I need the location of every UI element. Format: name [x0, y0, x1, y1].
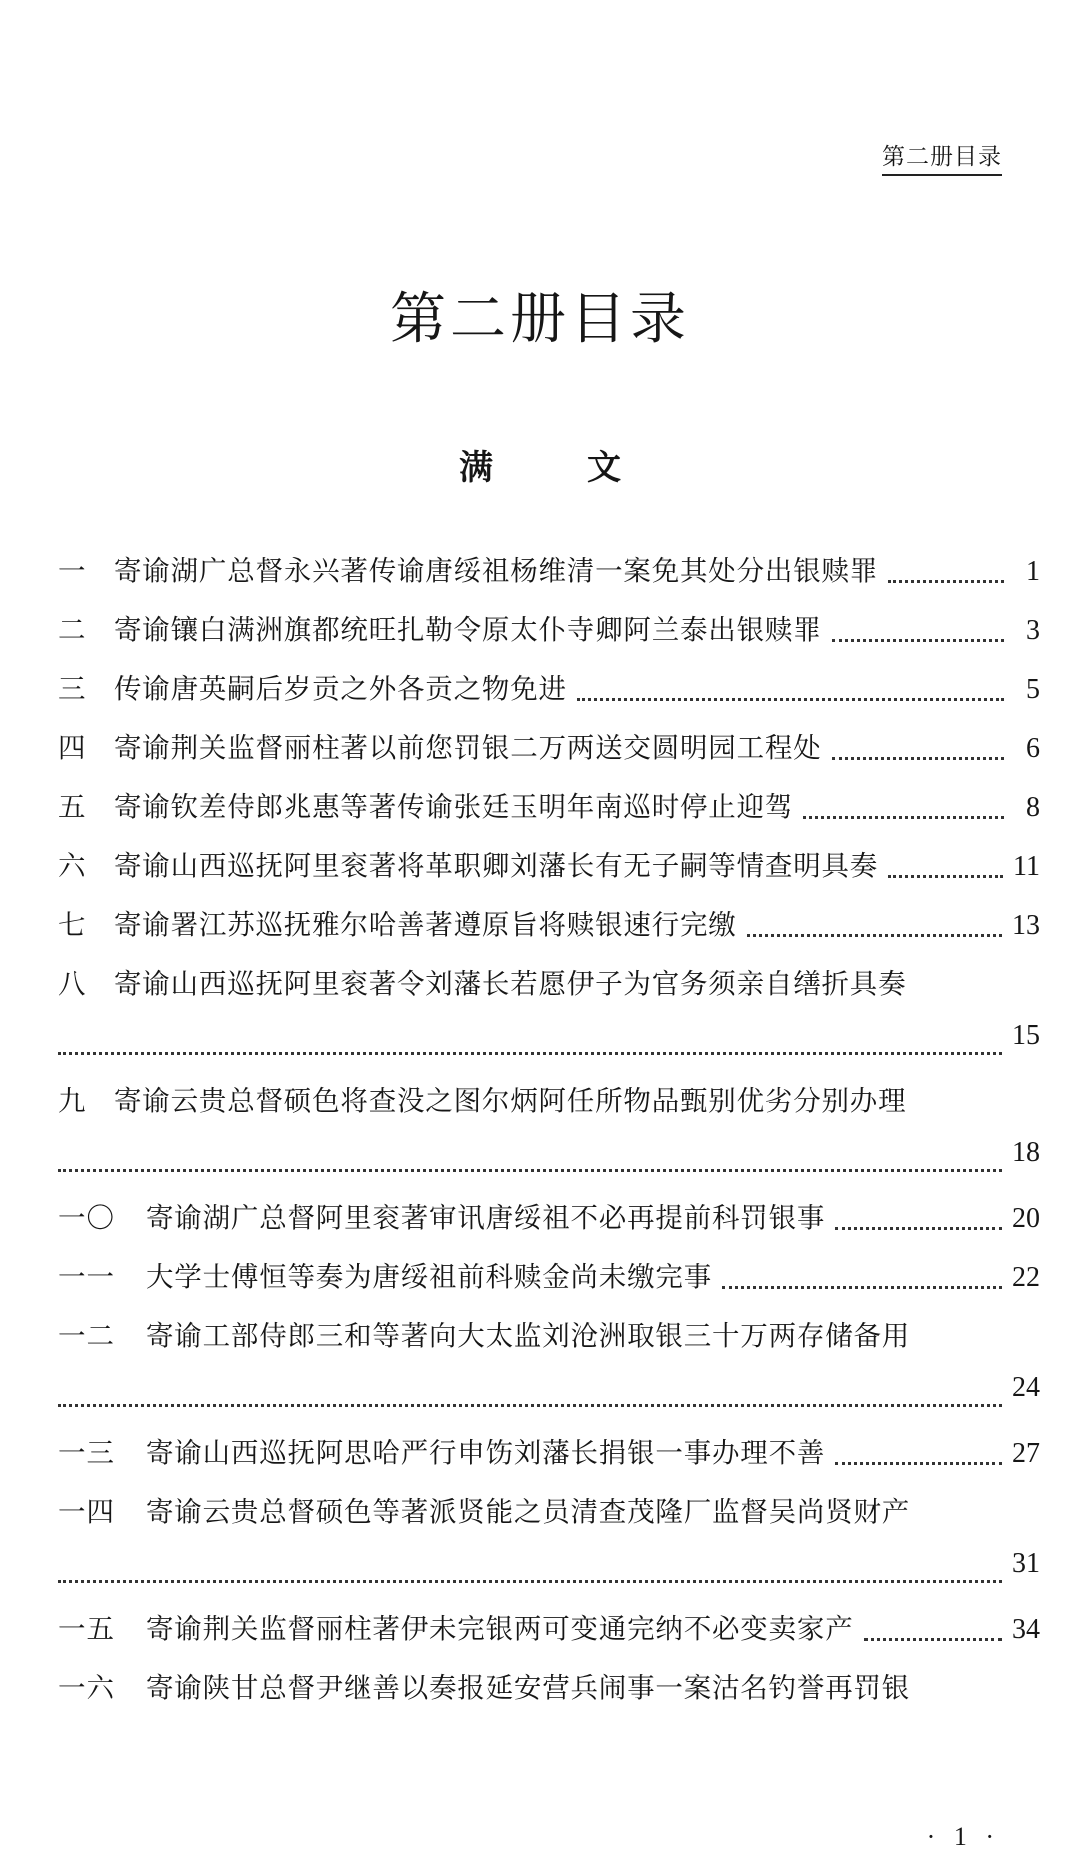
entry-number: 一 — [58, 555, 87, 587]
entry-page: 34 — [1012, 1614, 1040, 1645]
entry-title: 寄谕山西巡抚阿里衮著令刘藩长若愿伊子为官务须亲自缮折具奏 — [114, 968, 907, 1000]
entry-page: 6 — [1026, 733, 1040, 764]
toc-entry[interactable] — [58, 1430, 1040, 1489]
entry-title: 寄谕湖广总督阿里衮著审讯唐绥祖不必再提前科罚银事 — [146, 1202, 826, 1234]
toc-entry[interactable] — [58, 666, 1040, 725]
entry-title: 传谕唐英嗣后岁贡之外各贡之物免进 — [114, 673, 567, 705]
dot-leader — [747, 934, 1002, 937]
entry-number: 一三 — [58, 1437, 115, 1469]
section-title: 满 文 — [459, 448, 651, 488]
entry-number: 一四 — [58, 1496, 115, 1528]
entry-number: 一五 — [58, 1613, 115, 1645]
entry-title: 寄谕镶白满洲旗都统旺扎勒令原太仆寺卿阿兰泰出银赎罪 — [114, 614, 822, 646]
entry-number: 九 — [58, 1085, 87, 1117]
toc-entry[interactable] — [58, 1489, 1040, 1606]
entry-title: 寄谕陕甘总督尹继善以奏报延安营兵闹事一案沽名钓誉再罚银 — [146, 1672, 911, 1704]
entry-title: 寄谕山西巡抚阿思哈严行申饬刘藩长捐银一事办理不善 — [146, 1437, 826, 1469]
entry-title: 寄谕荆关监督丽柱著以前您罚银二万两送交圆明园工程处 — [114, 732, 822, 764]
toc-entry[interactable] — [58, 1254, 1040, 1313]
entry-title: 寄谕云贵总督硕色等著派贤能之员清查茂隆厂监督吴尚贤财产 — [146, 1496, 911, 1528]
dot-leader — [888, 580, 1004, 583]
entry-number: 五 — [58, 791, 87, 823]
toc-entry[interactable] — [58, 961, 1040, 1078]
toc-entry[interactable] — [58, 1313, 1040, 1430]
dot-leader — [58, 1169, 1002, 1172]
dot-leader — [864, 1638, 1003, 1641]
entry-title: 大学士傅恒等奏为唐绥祖前科赎金尚未缴完事 — [146, 1261, 712, 1293]
entry-number: 二 — [58, 614, 87, 646]
toc-entry[interactable] — [58, 902, 1040, 961]
entry-page: 22 — [1012, 1262, 1040, 1293]
dot-leader — [722, 1286, 1002, 1289]
running-header: 第二册目录 — [882, 138, 1002, 176]
toc-entry[interactable] — [58, 1078, 1040, 1195]
entry-page: 20 — [1012, 1203, 1040, 1234]
entry-page: 13 — [1012, 910, 1040, 941]
dot-leader — [58, 1404, 1002, 1407]
entry-page: 18 — [1012, 1137, 1040, 1168]
page-title: 第二册目录 — [390, 287, 690, 352]
dot-leader — [58, 1052, 1002, 1055]
entry-title: 寄谕荆关监督丽柱著伊未完银两可变通完纳不必变卖家产 — [146, 1613, 854, 1645]
entry-number: 八 — [58, 968, 87, 1000]
entry-number: 一二 — [58, 1320, 115, 1352]
dot-leader — [577, 698, 1004, 701]
entry-page: 8 — [1026, 792, 1040, 823]
entry-title: 寄谕山西巡抚阿里衮著将革职卿刘藩长有无子嗣等情查明具奏 — [114, 850, 879, 882]
entry-page: 1 — [1026, 556, 1040, 587]
page-number: · 1 · — [926, 1822, 1000, 1851]
dot-leader — [888, 875, 1003, 878]
entry-page: 3 — [1026, 615, 1040, 646]
entry-title: 寄谕云贵总督硕色将查没之图尔炳阿任所物品甄别优劣分别办理 — [114, 1085, 907, 1117]
dot-leader — [58, 1580, 1002, 1583]
entry-page: 24 — [1012, 1372, 1040, 1403]
entry-number: 四 — [58, 732, 87, 764]
toc-entry[interactable] — [58, 1606, 1040, 1665]
toc-entry[interactable] — [58, 725, 1040, 784]
toc-entry[interactable] — [58, 843, 1040, 902]
entry-number: 三 — [58, 673, 87, 705]
entry-number: 一〇 — [58, 1202, 115, 1234]
dot-leader — [803, 816, 1004, 819]
entry-page: 11 — [1013, 851, 1040, 882]
entry-page: 15 — [1012, 1020, 1040, 1051]
entry-number: 一一 — [58, 1261, 115, 1293]
toc-entry[interactable] — [58, 784, 1040, 843]
toc-entry[interactable] — [58, 1665, 1040, 1724]
entry-number: 六 — [58, 850, 87, 882]
entry-title: 寄谕湖广总督永兴著传谕唐绥祖杨维清一案免其处分出银赎罪 — [114, 555, 879, 587]
entry-number: 一六 — [58, 1672, 115, 1704]
entry-page: 27 — [1012, 1438, 1040, 1469]
entry-title: 寄谕署江苏巡抚雅尔哈善著遵原旨将赎银速行完缴 — [114, 909, 737, 941]
entry-number: 七 — [58, 909, 87, 941]
table-of-contents — [58, 548, 1040, 1724]
entry-title: 寄谕钦差侍郎兆惠等著传谕张廷玉明年南巡时停止迎驾 — [114, 791, 794, 823]
toc-entry[interactable] — [58, 1195, 1040, 1254]
dot-leader — [832, 757, 1005, 760]
entry-title: 寄谕工部侍郎三和等著向大太监刘沧洲取银三十万两存储备用 — [146, 1320, 911, 1352]
entry-page: 5 — [1026, 674, 1040, 705]
dot-leader — [832, 639, 1005, 642]
toc-entry[interactable] — [58, 548, 1040, 607]
entry-page: 31 — [1012, 1548, 1040, 1579]
dot-leader — [835, 1227, 1002, 1230]
toc-entry[interactable] — [58, 607, 1040, 666]
dot-leader — [835, 1462, 1002, 1465]
